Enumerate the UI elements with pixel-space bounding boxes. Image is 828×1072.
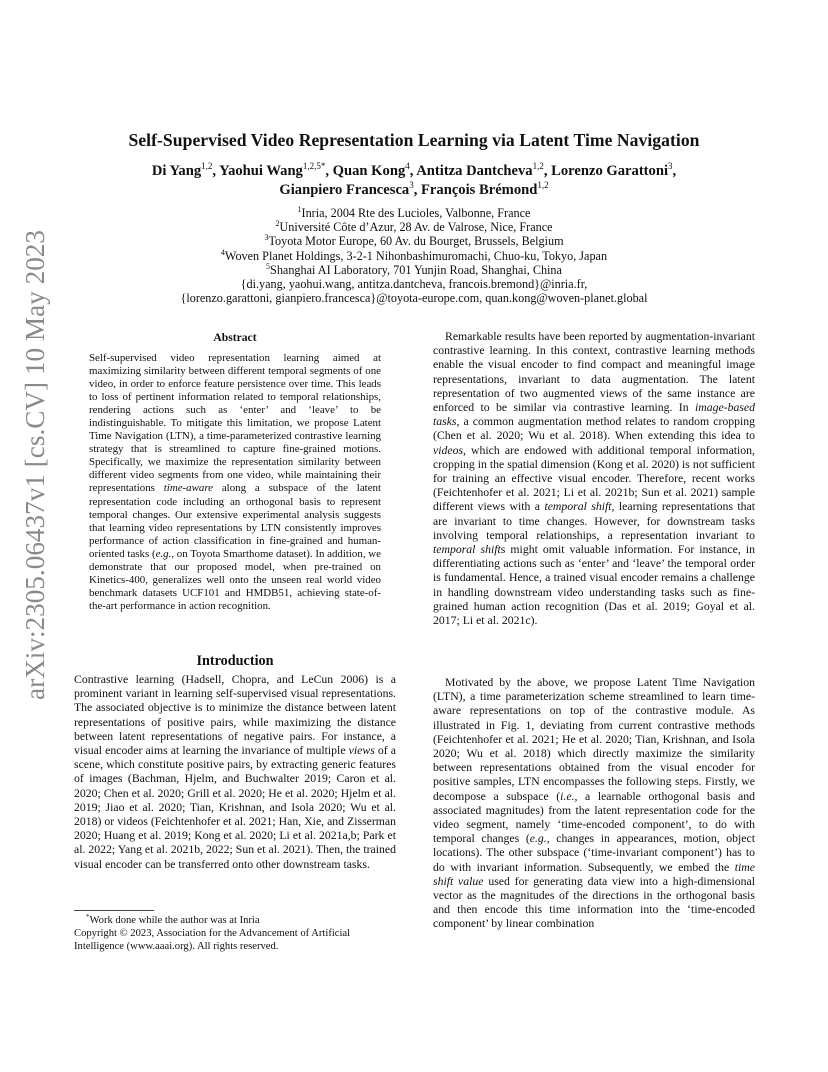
affiliation-mark: 4 xyxy=(220,247,225,257)
affiliation xyxy=(0,249,828,263)
affiliation-mark: 2 xyxy=(275,219,280,229)
intro-paragraph: Contrastive learning (Hadsell, Chopra, and LeCun 2006) is a prominent variant in learning self-supervised visual representations. The associated objective is to minimize the distance between latent representations of positive pairs, while maximizing the distance between latent representations of negative pairs. For instance, a visual encoder aims at learning the invariance of multiple views of a scene, which constitute positive pairs, by extracting generic features of images (Bachman, Hjelm, and Buchwalter 2019; Caron et al. 2020; Chen et al. 2020; Grill et al. 2020; He et al. 2020; Hjelm et al. 2019; Jiao et al. 2020; Tian, Krishnan, and Isola 2020; Wu et al. 2018) or videos (Feichtenhofer et al. 2021; Han, Xie, and Zisserman 2020; Huang et al. 2019; Kong et al. 2020; Li et al. 2021a,b; Park et al. 2022; Yang et al. 2021b, 2022; Sun et al. 2021). Then, the trained visual encoder can be transferred onto other downstream tasks. xyxy=(74,673,396,871)
author-name: Gianpiero Francesca xyxy=(279,182,410,198)
author-affiliation-mark: 4 xyxy=(405,161,410,171)
affiliation-list xyxy=(0,206,828,277)
paragraph-text: Motivated by the above, we propose Latent Time Navigation (LTN), a time parameterization scheme streamlined to learn time-aware representations on top of the contrastive module. As illustrated in Fig. 1, deviating from current contrastive methods (Feichtenhofer et al. 2021; He et al. 2020; Tian, Krishnan, and Isola 2020; Wu et al. 2018) which directly maximize the similarity between representations obtained from the visual encoder for positive samples, LTN encompasses the following steps. Firstly, we decompose a subspace (i.e., a learnable orthogonal basis and associated magnitudes) from the latent representation code for the video segment, namely ‘time-encoded component’, to do with temporal changes (e.g., changes in appearances, motion, object locations). The other subspace (‘time-invariant component’) has to do with invariant information. Subsequently, we embed the time shift value used for generating data view into a high-dimensional vector as the magnitudes of the directions in the orthogonal basis and then encode this time information into the ‘time-encoded component’ by linear combination xyxy=(433,676,756,931)
author-affiliation-mark: 1,2 xyxy=(201,161,213,171)
author-name: Di Yang xyxy=(151,163,202,179)
affiliation-mark: 5 xyxy=(266,261,271,271)
affiliation xyxy=(0,234,828,248)
paragraph-text: Remarkable results have been reported by augmentation-invariant contrastive learning. In this context, contrastive learning methods enable the visual encoder to find compact and meaningful image representations, invariant to data augmentation. The latent representation of two augmented views of the same instance are enforced to be similar via contrastive learning. In image-based tasks, a common augmentation method relates to random cropping (Chen et al. 2020; Wu et al. 2018). When extending this idea to videos, which are endowed with additional temporal information, cropping in the spatial dimension (Kong et al. 2020) is not sufficient for training an effective visual encoder. Therefore, recent works (Feichtenhofer et al. 2021; Li et al. 2021b; Sun et al. 2021) sample different views with a temporal shift, learning representations that are invariant to time changes. However, for downstream tasks involving temporal relationships, a representation invariant to temporal shifts might omit valuable information. For instance, in differentiating actions such as ‘enter’ and ‘leave’ the temporal order is fundamental. Hence, a trained visual encoder remains a challenge in handling downstream video understanding tasks such as fine-grained human action recognition (Das et al. 2019; Goyal et al. 2017; Li et al. 2021c). xyxy=(433,330,755,628)
author-name: Yaohui Wang xyxy=(219,163,303,179)
introduction-heading: Introduction xyxy=(196,653,274,669)
body-paragraph-1 xyxy=(433,330,755,628)
author-list xyxy=(0,162,828,200)
abstract-heading: Abstract xyxy=(213,331,257,344)
affiliation-mark: 1 xyxy=(297,205,302,214)
paper-title: Self-Supervised Video Representation Learning via Latent Time Navigation xyxy=(128,130,700,150)
author-affiliation-mark: 1,2 xyxy=(537,180,549,190)
affiliation-text: Université Côte d’Azur, 28 Av. de Valrose, Nice, France xyxy=(279,220,553,235)
copyright-notice: Copyright © 2023, Association for the Advancement of Artificial Intelligence (www.aaai.org). All rights reserved. xyxy=(74,928,351,953)
author-name: Lorenzo Garattoni xyxy=(551,163,669,179)
footnote xyxy=(74,914,396,927)
author-name: Quan Kong xyxy=(332,163,406,179)
author-line-1: Di Yang$^{1,2}$, Yaohui Wang$^{1,2,5*}$, Quan Kong$^4$, Antitza Dantcheva$^{1,2}$, Lorenzo Garattoni$^3$, xyxy=(151,161,677,179)
affiliation-text: Shanghai AI Laboratory, 701 Yunjin Road, Shanghai, China xyxy=(270,262,562,277)
author-line-2: Gianpiero Francesca$^3$, François Brémond$^{1,2}$ xyxy=(279,180,549,198)
author-name: Antitza Dantcheva xyxy=(416,163,533,179)
abstract-text: Self-supervised video representation learning aimed at maximizing similarity between different temporal segments of one video, in order to enforce feature persistence over time. This leads to loss of pertinent information related to temporal relationships, rendering actions such as ‘enter’ and ‘leave’ to be indistinguishable. To mitigate this limitation, we propose Latent Time Navigation (LTN), a time-parameterized contrastive learning strategy that is streamlined to capture fine-grained motions. Specifically, we maximize the representation similarity between different video segments from one video, while maintaining their representations time-aware along a subspace of the latent representation code including an orthogonal basis to represent temporal changes. Our extensive experimental analysis suggests that learning video representations by LTN consistently improves performance of action classification in fine-grained and human-oriented tasks (e.g., on Toyota Smarthome dataset). In addition, we demonstrate that our proposed model, when pre-trained on Kinetics-400, generalizes well onto the unseen real world video benchmark datasets UCF101 and HMDB51, achieving state-of-the-art performance in action recognition. xyxy=(89,352,381,612)
body-paragraph-2 xyxy=(433,676,755,932)
arxiv-id: arXiv:2305.06437v1 [cs.CV] 10 May 2023 xyxy=(20,233,50,700)
footnote-rule xyxy=(74,910,154,911)
footnote-text: Work done while the author was at Inria xyxy=(89,915,260,926)
email-line: {lorenzo.garattoni, gianpiero.francesca}@toyota-europe.com, quan.kong@woven-planet.global xyxy=(180,291,648,306)
author-affiliation-mark: 1,2,5* xyxy=(302,161,326,171)
affiliation xyxy=(0,263,828,277)
footnote-block xyxy=(74,914,396,953)
affiliation xyxy=(0,206,828,220)
affiliations xyxy=(0,206,828,305)
footnote-mark: * xyxy=(86,913,90,921)
author-affiliation-mark: 1,2 xyxy=(532,161,544,171)
author-name: François Brémond xyxy=(421,182,538,198)
email-line: {di.yang, yaohui.wang, antitza.dantcheva, francois.bremond}@inria.fr, xyxy=(240,277,588,292)
affiliation-mark: 3 xyxy=(264,233,269,243)
abstract-body xyxy=(89,352,381,613)
introduction-body xyxy=(74,673,396,872)
affiliation-text: Toyota Motor Europe, 60 Av. du Bourget, Brussels, Belgium xyxy=(268,234,564,249)
author-affiliation-mark: 3 xyxy=(409,180,414,190)
affiliation-text: Woven Planet Holdings, 3-2-1 Nihonbashimuromachi, Chuo-ku, Tokyo, Japan xyxy=(224,248,608,263)
author-affiliation-mark: 3 xyxy=(668,161,673,171)
affiliation-text: Inria, 2004 Rte des Lucioles, Valbonne, France xyxy=(301,206,531,220)
affiliation xyxy=(0,220,828,234)
